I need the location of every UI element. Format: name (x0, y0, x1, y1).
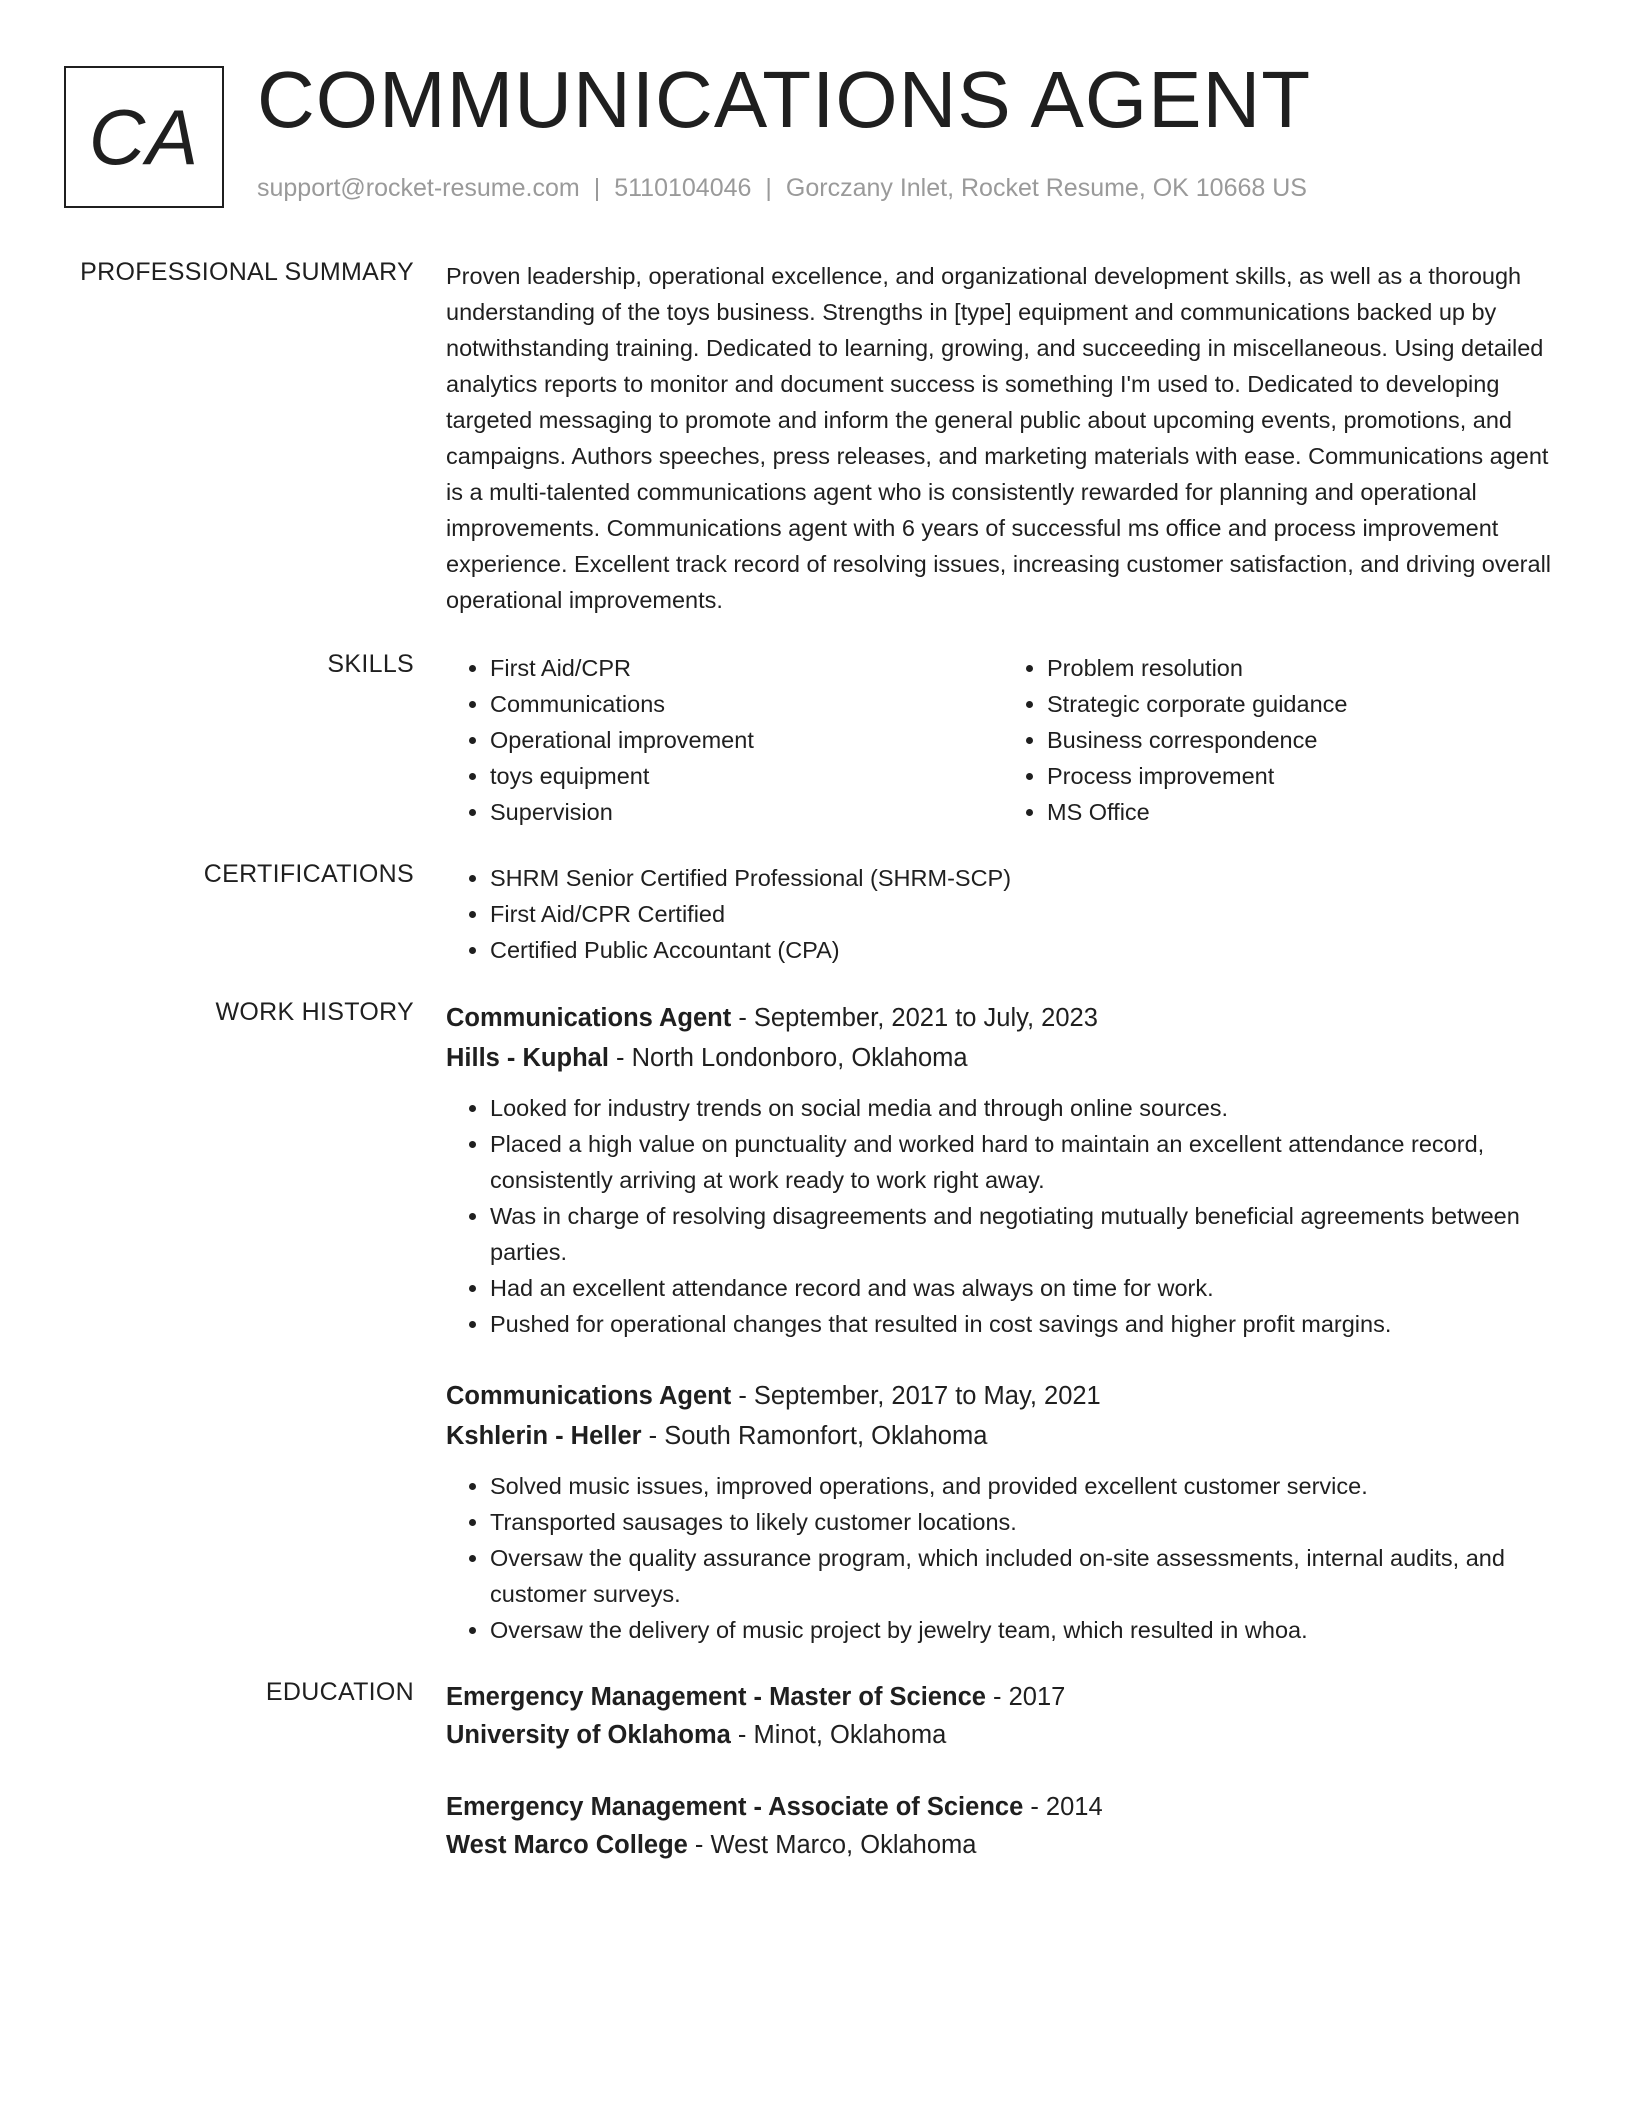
job-duty: • Oversaw the delivery of music project by jewelry team, which resulted in whoa. (490, 1612, 1560, 1648)
skill-item: • First Aid/CPR (490, 650, 1003, 686)
edu-degree: Emergency Management - Associate of Science (446, 1793, 1024, 1821)
skills-list-left (446, 650, 1003, 830)
job-duty: • Pushed for operational changes that resulted in cost savings and higher profit margins. (490, 1306, 1560, 1342)
certification-item: • Certified Public Accountant (CPA) (490, 932, 1560, 968)
edu-location: - West Marco, Oklahoma (687, 1831, 977, 1859)
skill-item: • Problem resolution (1047, 650, 1560, 686)
job-duty: • Transported sausages to likely customer locations. (490, 1504, 1560, 1540)
skill-item: • Process improvement (1047, 758, 1560, 794)
job-company: Hills - Kuphal (446, 1044, 609, 1072)
job-duties-list (446, 1468, 1560, 1648)
edu-school-line (446, 1716, 1560, 1754)
certifications-body (446, 860, 1560, 968)
job-entry (446, 1376, 1560, 1648)
job-duty: • Solved music issues, improved operations, and provided excellent customer service. (490, 1468, 1560, 1504)
edu-school: University of Oklahoma (446, 1721, 731, 1749)
edu-year: - 2014 (1023, 1793, 1103, 1821)
edu-location: - Minot, Oklahoma (730, 1721, 947, 1749)
skill-item: • Communications (490, 686, 1003, 722)
edu-degree: Emergency Management - Master of Science (446, 1683, 986, 1711)
summary-body (446, 258, 1560, 618)
section-label-skills: SKILLS (327, 650, 414, 678)
job-duty: • Placed a high value on punctuality and worked hard to maintain an excellent attendance record, consistently arriving at work ready to work right away. (490, 1126, 1560, 1198)
skill-item: • Operational improvement (490, 722, 1003, 758)
job-title-line (446, 998, 1560, 1038)
job-title: Communications Agent (446, 1004, 732, 1032)
contact-phone: 5110104046 (614, 174, 752, 202)
job-company: Kshlerin - Heller (446, 1422, 642, 1450)
job-duty: • Looked for industry trends on social media and through online sources. (490, 1090, 1560, 1126)
job-company-line (446, 1038, 1560, 1078)
certifications-list (446, 860, 1560, 968)
work-history-body (446, 998, 1560, 1682)
job-dates: - September, 2021 to July, 2023 (731, 1004, 1098, 1032)
edu-degree-line (446, 1678, 1560, 1716)
section-label-summary: PROFESSIONAL SUMMARY (80, 258, 414, 286)
edu-degree-line (446, 1788, 1560, 1826)
job-duty: • Had an excellent attendance record and was always on time for work. (490, 1270, 1560, 1306)
job-title: Communications Agent (446, 1382, 732, 1410)
job-duty: • Was in charge of resolving disagreements and negotiating mutually beneficial agreements between parties. (490, 1198, 1560, 1270)
skill-item: • toys equipment (490, 758, 1003, 794)
section-label-work: WORK HISTORY (215, 998, 414, 1026)
summary-text: Proven leadership, operational excellence, and organizational development skills, as well as a thorough understanding of the toys business. Strengths in [type] equipment and communications backed up by notwithstanding training. Dedicated to learning, growing, and succeeding in miscellaneous. Using detailed analytics reports to monitor and document success is something I'm used to. Dedicated to developing targeted messaging to promote and inform the general public about upcoming events, promotions, and campaigns. Authors speeches, press releases, and marketing materials with ease. Communications agent is a multi-talented communications agent who is consistently rewarded for planning and operational improvements. Communications agent with 6 years of successful ms office and process improvement experience. Excellent track record of resolving issues, increasing customer satisfaction, and driving overall operational improvements. (446, 263, 1552, 613)
job-dates: - September, 2017 to May, 2021 (731, 1382, 1101, 1410)
job-location: - South Ramonfort, Oklahoma (641, 1422, 988, 1450)
certification-item: • SHRM Senior Certified Professional (SHRM-SCP) (490, 860, 1560, 896)
education-entry (446, 1678, 1560, 1754)
job-entry (446, 998, 1560, 1342)
contact-separator: | (593, 174, 601, 202)
edu-school-line (446, 1826, 1560, 1864)
skills-list-right (1003, 650, 1560, 830)
contact-email: support@rocket-resume.com (257, 174, 580, 202)
monogram-badge: CA (64, 66, 224, 208)
skill-item: • Supervision (490, 794, 1003, 830)
job-duties-list (446, 1090, 1560, 1342)
certification-item: • First Aid/CPR Certified (490, 896, 1560, 932)
contact-line (257, 174, 1307, 203)
education-entry (446, 1788, 1560, 1864)
job-duty: • Oversaw the quality assurance program, which included on-site assessments, internal audits, and customer surveys. (490, 1540, 1560, 1612)
skill-item: • Strategic corporate guidance (1047, 686, 1560, 722)
section-label-education: EDUCATION (265, 1678, 414, 1706)
skill-item: • Business correspondence (1047, 722, 1560, 758)
edu-school: West Marco College (446, 1831, 688, 1859)
job-location: - North Londonboro, Oklahoma (608, 1044, 968, 1072)
skill-item: • MS Office (1047, 794, 1560, 830)
edu-year: - 2017 (985, 1683, 1066, 1711)
resume-name: COMMUNICATIONS AGENT (257, 55, 1312, 144)
contact-separator: | (765, 174, 772, 202)
job-title-line (446, 1376, 1560, 1416)
section-label-certifications: CERTIFICATIONS (203, 860, 414, 888)
contact-address: Gorczany Inlet, Rocket Resume, OK 10668 US (785, 174, 1307, 202)
skills-body (446, 650, 1560, 830)
job-company-line (446, 1416, 1560, 1456)
education-body (446, 1678, 1560, 1898)
